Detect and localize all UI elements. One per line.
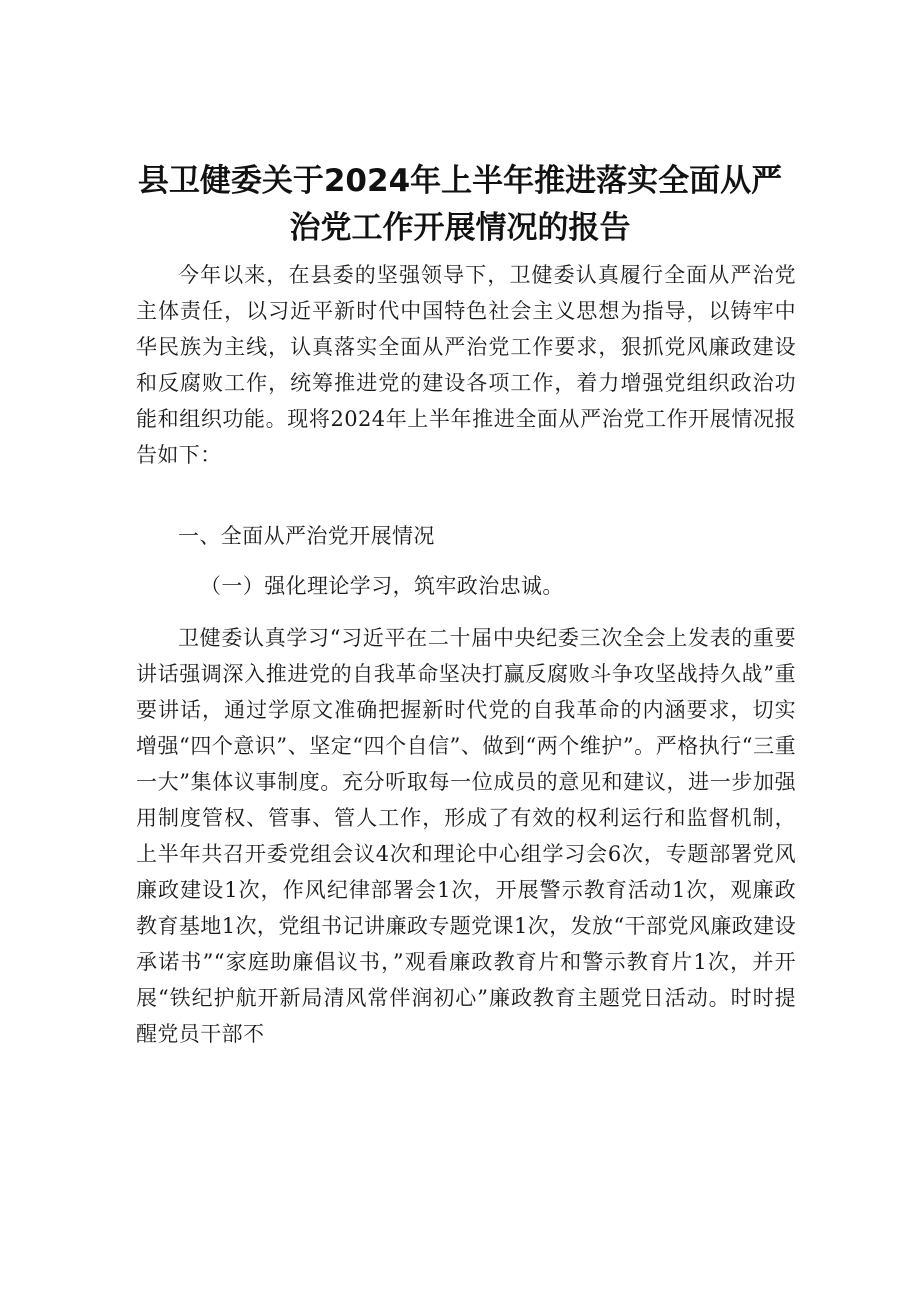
section-heading: 一、全面从严治党开展情况: [178, 524, 435, 548]
intro-paragraph: 今年以来，在县委的坚强领导下，卫健委认真履行全面从严治党主体责任，以习近平新时代中国特色社会主义思想为指导，以铸牢中华民族为主线，认真落实全面从严治党工作要求，狠抓党风廉政建设和反腐败工作，统筹推进党的建设各项工作，着力增强党组织政治功能和组织功能。现将2024年上半年推进全面从严治党工作开展情况报告如下：: [136, 263, 796, 467]
document-title-line-2: 治党工作开展情况的报告: [289, 210, 631, 246]
body-paragraph: 卫健委认真学习“习近平在二十届中央纪委三次全会上发表的重要讲话强调深入推进党的自我革命坚决打赢反腐败斗争攻坚战持久战”重要讲话，通过学原文准确把握新时代党的自我革命的内涵要求，切实增强“四个意识”、坚定“四个自信”、做到“两个维护”。严格执行“三重一大”集体议事制度。充分听取每一位成员的意见和建议，进一步加强用制度管权、管事、管人工作，形成了有效的权利运行和监督机制，上半年共召开委党组会议4次和理论中心组学习会6次，专题部署党风廉政建设1次，作风纪律部署会1次，开展警示教育活动1次，观廉政教育基地1次，党组书记讲廉政专题党课1次，发放“干部党风廉政建设承诺书”“家庭助廉倡议书，”观看廉政教育片和警示教育片1次，并开展“铁纪护航开新局清风常伴润初心”廉政教育主题党日活动。时时提醒党员干部不: [136, 626, 796, 1046]
document-title-line-1: 县卫健委关于2024年上半年推进落实全面从严: [137, 163, 783, 199]
subsection-heading: （一）强化理论学习，筑牢政治忠诚。: [200, 574, 564, 598]
